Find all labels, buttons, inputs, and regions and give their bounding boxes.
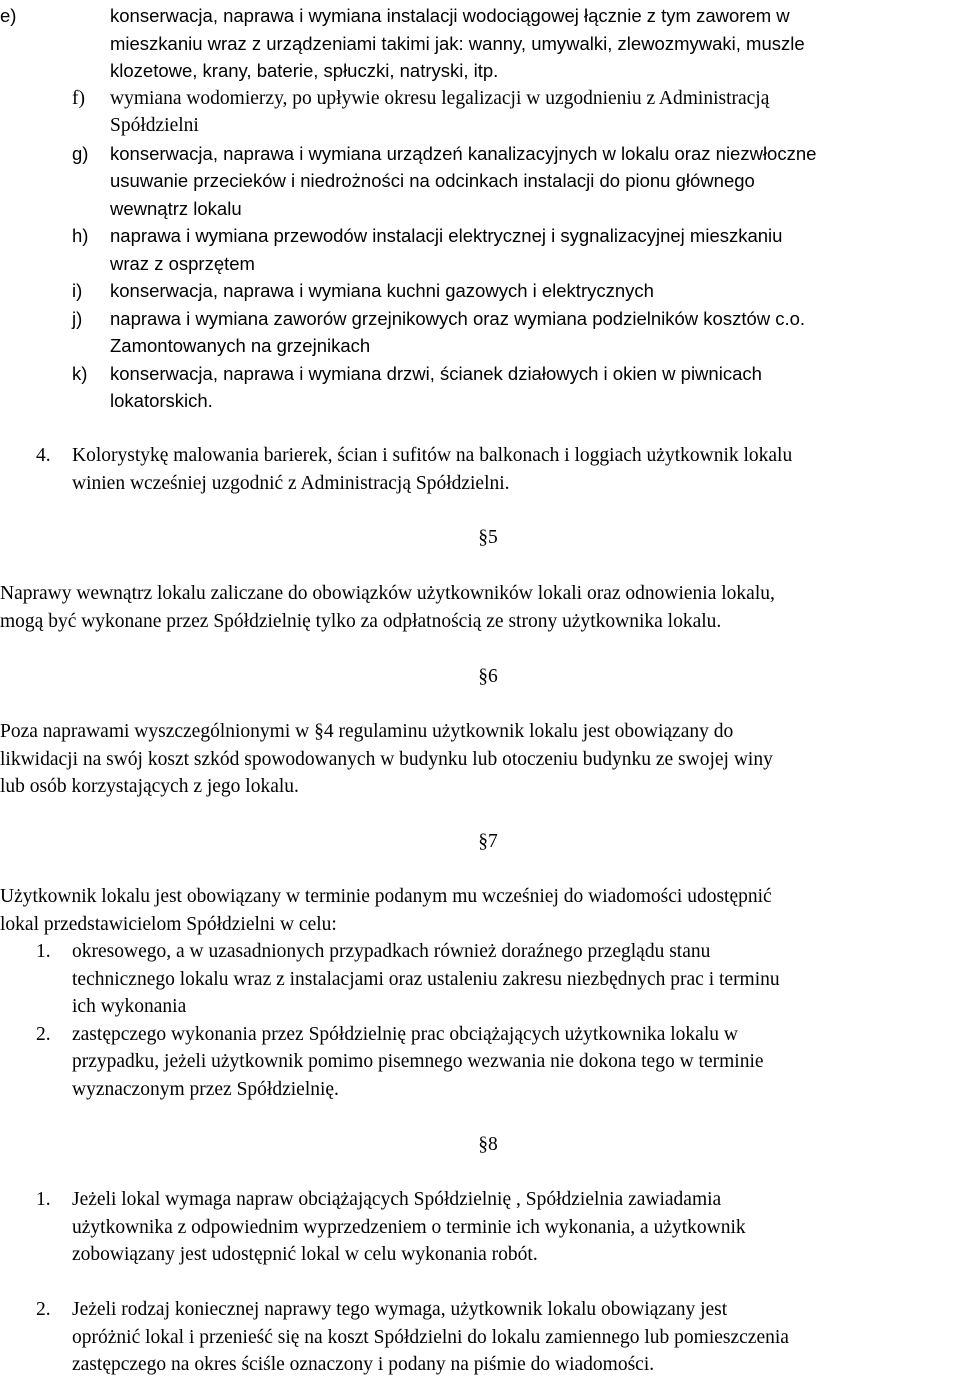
list-item-k: [0, 360, 960, 415]
section-7-intro: Użytkownik lokalu jest obowiązany w terminie podanym mu wcześniej do wiadomości udostępnić lokal przedstawicielom Spółdzielni w celu:: [0, 886, 772, 935]
list-item: [0, 1296, 960, 1379]
list-item-label: i): [72, 280, 83, 301]
list-item-text: naprawa i wymiana zaworów grzejnikowych oraz wymiana podzielników kosztów c.o. Zamontowanych na grzejnikach: [110, 307, 806, 356]
list-item-e: [0, 2, 960, 85]
list-item-label: h): [72, 225, 89, 246]
section-6-heading: §6: [478, 666, 498, 687]
section-5-text: Naprawy wewnątrz lokalu zaliczane do obowiązków użytkowników lokali oraz odnowienia lokalu, mogą być wykonane przez Spółdzielnię tylko za odpłatnością ze strony użytkownika lokalu.: [0, 583, 775, 632]
list-item-text: okresowego, a w uzasadnionych przypadkach również doraźnego przeglądu stanu technicznego lokalu wraz z instalacjami oraz ustaleniu zakresu niezbędnych prac i terminu ich wykonania: [72, 941, 780, 1017]
list-item: [0, 1186, 960, 1269]
point-4: [0, 442, 960, 497]
list-item-h: [0, 222, 960, 277]
list-item-f: [0, 85, 960, 140]
list-item-text: naprawa i wymiana przewodów instalacji elektrycznej i sygnalizacyjnej mieszkaniu wraz z osprzętem: [110, 225, 783, 274]
list-item-text: zastępczego wykonania przez Spółdzielnię prac obciążających użytkownika lokalu w przypadku, jeżeli użytkownik pomimo pisemnego wezwania nie dokona tego w terminie wyznaczonym przez Spółdzielnię.: [72, 1023, 764, 1100]
list-item: [0, 1021, 960, 1104]
list-item-text: konserwacja, naprawa i wymiana urządzeń kanalizacyjnych w lokalu oraz niezwłoczne usuwanie przecieków i niedrożności na odcinkach instalacji do pionu głównego wewnątrz lokalu: [110, 142, 817, 219]
list-item-label: j): [72, 307, 83, 329]
list-item-label: 1.: [36, 1189, 51, 1210]
list-item-label: 2.: [36, 1023, 51, 1045]
point-text: Kolorystykę malowania barierek, ścian i sufitów na balkonach i loggiach użytkownik lokalu winien wcześniej uzgodnić z Administracją Spółdzielni.: [72, 445, 793, 494]
list-items-e-to-k: [0, 2, 960, 415]
list-item-text: konserwacja, naprawa i wymiana drzwi, ścianek działowych i okien w piwnicach lokatorskich.: [110, 362, 762, 411]
list-item-text: konserwacja, naprawa i wymiana instalacji wodociągowej łącznie z tym zaworem w mieszkaniu wraz z urządzeniami takimi jak: wanny, umywalki, zlewozmywaki, muszle klozetowe, krany, baterie, spłuczki, natryski, itp.: [110, 5, 805, 81]
list-item-label: k): [72, 362, 88, 384]
list-item-text: wymiana wodomierzy, po upływie okresu legalizacji w uzgodnieniu z Administracją Spółdzielni: [110, 87, 770, 136]
point-label: 4.: [36, 445, 51, 466]
list-item-j: [0, 305, 960, 360]
list-item-label: 2.: [36, 1299, 51, 1320]
list-item-label: e): [0, 5, 17, 26]
list-item-label: 1.: [36, 941, 51, 962]
list-item-text: konserwacja, naprawa i wymiana kuchni gazowych i elektrycznych: [110, 280, 654, 301]
section-7-list: [0, 938, 960, 1103]
section-5-heading: §5: [478, 527, 498, 548]
section-8-heading: §8: [478, 1134, 498, 1155]
list-item-text: Jeżeli lokal wymaga napraw obciążających Spółdzielnię , Spółdzielnia zawiadamia użytkownika z odpowiednim wyprzedzeniem o terminie ich wykonania, a użytkownik zobowiązany jest udostępnić lokal w celu wykonania robót.: [72, 1189, 746, 1265]
list-item-label: f): [72, 87, 85, 109]
list-item: [0, 938, 960, 1021]
section-7-heading: §7: [478, 831, 498, 852]
list-item-text: Jeżeli rodzaj koniecznej naprawy tego wymaga, użytkownik lokalu obowiązany jest opróżnić lokal i przenieść się na koszt Spółdzielni do lokalu zamiennego lub pomieszczenia zastępczego na okres ściśle oznaczony i podany na piśmie do wiadomości.: [72, 1299, 789, 1375]
list-item-i: [0, 277, 960, 305]
list-item-label: g): [72, 142, 89, 164]
list-item-g: [0, 140, 960, 223]
section-6-text: Poza naprawami wyszczególnionymi w §4 regulaminu użytkownik lokalu jest obowiązany do likwidacji na swój koszt szkód spowodowanych w budynku lub otoczeniu budynku ze swojej winy lub osób korzystających z jego lokalu.: [0, 721, 773, 797]
